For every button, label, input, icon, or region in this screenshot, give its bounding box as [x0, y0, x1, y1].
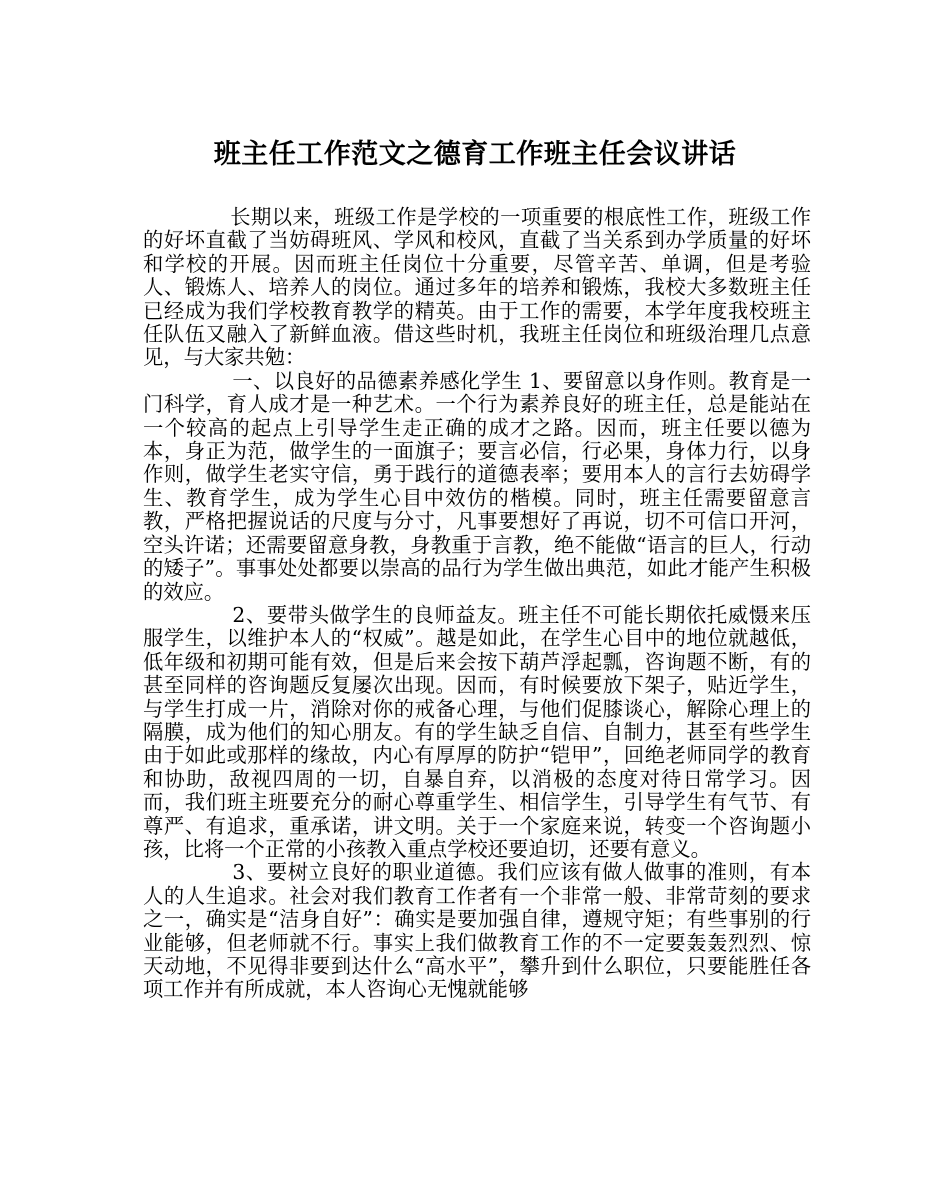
- document-title: 班主任工作范文之德育工作班主任会议讲话: [213, 139, 737, 170]
- paragraph-section-3: 3、要树立良好的职业道德。我们应该有做人做事的准则，有本人的人生追求。社会对我们教育工作者有一个非常一般、非常苛刻的要求之一，确实是“洁身自好”：确实是要加强自律，遵规守矩；有些事别的行业能够，但老师就不行。事实上我们做教育工作的不一定要轰轰烈烈、惊天动地，不见得非要到达什么“高水平”，攀升到什么职位，只要能胜任各项工作并有所成就，本人咨询心无愧就能够: [143, 860, 811, 1002]
- paragraph-section-2: 2、要带头做学生的良师益友。班主任不可能长期依托威慑来压服学生，以维护本人的“权威”。越是如此，在学生心目中的地位就越低，低年级和初期可能有效，但是后来会按下葫芦浮起瓢，咨询题不断，有的甚至同样的咨询题反复屡次出现。因而，有时候要放下架子，贴近学生，与学生打成一片，消除对你的戒备心理，与他们促膝谈心，解除心理上的隔膜，成为他们的知心朋友。有的学生缺乏自信、自制力，甚至有些学生由于如此或那样的缘故，内心有厚厚的防护“铠甲”，回绝老师同学的教育和协助，敌视四周的一切，自暴自弃，以消极的态度对待日常学习。因而，我们班主班要充分的耐心尊重学生、相信学生，引导学生有气节、有尊严、有追求，重承诺，讲文明。关于一个家庭来说，转变一个咨询题小孩，比将一个正常的小孩教入重点学校还要迫切，还要有意义。: [143, 602, 811, 861]
- paragraph-intro: 长期以来，班级工作是学校的一项重要的根底性工作，班级工作的好坏直截了当妨碍班风、学风和校风，直截了当关系到办学质量的好坏和学校的开展。因而班主任岗位十分重要，尽管辛苦、单调，但是考验人、锻炼人、培养人的岗位。通过多年的培养和锻炼，我校大多数班主任已经成为我们学校教育教学的精英。由于工作的需要，本学年度我校班主任队伍又融入了新鲜血液。借这些时机，我班主任岗位和班级治理几点意见，与大家共勉：: [143, 205, 811, 370]
- paragraph-section-1: 一、以良好的品德素养感化学生 1、要留意以身作则。教育是一门科学，育人成才是一种艺术。一个行为素养良好的班主任，总是能站在一个较高的起点上引导学生走正确的成才之路。因而，班主任要以德为本，身正为范，做学生的一面旗子；要言必信，行必果，身体力行，以身作则，做学生老实守信，勇于践行的道德表率；要用本人的言行去妨碍学生、教育学生，成为学生心目中效仿的楷模。同时，班主任需要留意言教，严格把握说话的尺度与分寸，凡事要想好了再说，切不可信口开河，空头许诺；还需要留意身教，身教重于言教，绝不能做“语言的巨人，行动的矮子”。事事处处都要以崇高的品行为学生做出典范，如此才能产生积极的效应。: [143, 368, 811, 604]
- document-body: [143, 206, 811, 1002]
